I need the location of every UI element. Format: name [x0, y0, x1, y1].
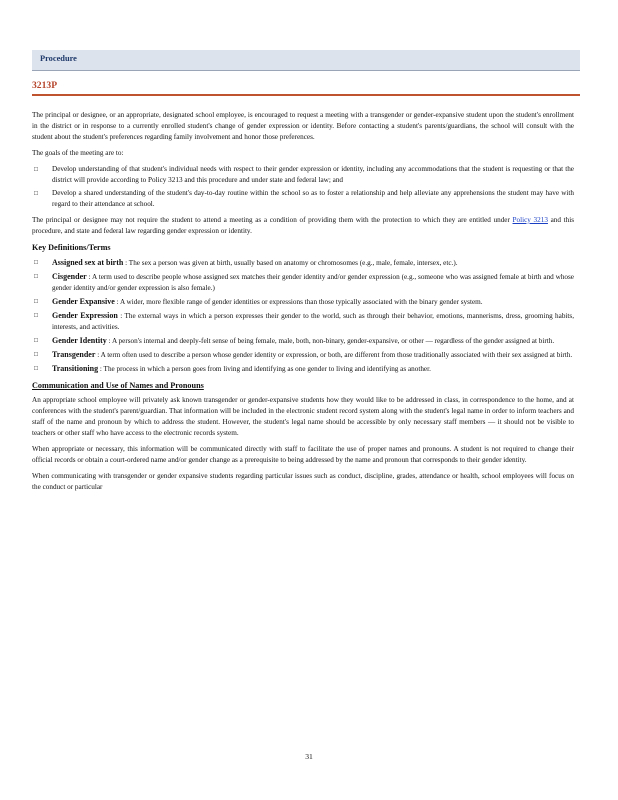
obligation-paragraph: The principal or designee may not require the student to attend a meeting as a condition of providing them with the protection to which they are entitled under Policy 3213 and this procedure, and state and federal law regarding gender expression or identity. [32, 216, 574, 235]
header-divider [32, 94, 580, 96]
page-number: 31 [305, 752, 313, 761]
definition-item: □ Transitioning : The process in which a person goes from living and identifying as one gender to living and identifying as another. [34, 364, 431, 373]
bullet-icon: □ [34, 351, 38, 358]
definition-item: □ Assigned sex at birth : The sex a person was given at birth, usually based on anatomy or chromosomes (e.g., male, female, intersex, etc.). [34, 258, 458, 267]
definition-item: □ Gender Expression : The external ways in which a person expresses their gender to the world, such as through their behavior, emotions, mannerisms, dress, grooming habits, interests, and activities. [34, 311, 574, 331]
communication-paragraph-3: When communicating with transgender or gender expansive students regarding particular issues such as conduct, discipline, grades, attendance or health, school employees will focus on the conduct or particular [32, 472, 574, 491]
definition-item: □ Gender Expansive : A wider, more flexible range of gender identities or expressions than those typically associated with the binary gender system. [34, 297, 483, 306]
definition-item: □ Cisgender : A term used to describe people whose assigned sex matches their gender identity and/or gender expression (e.g., someone who was assigned female at birth and whose gender identity and/or gender expression is also female.) [34, 272, 574, 292]
intro-paragraph: The principal or designee, or an appropriate, designated school employee, is encouraged to request a meeting with a transgender or gender-expansive student upon the student's enrollment in the district or in response to a currently enrolled student's change of gender expression or identity. Before contacting a student's parents/guardians, the school will consult with the student about the student's preferences regarding family involvement and honor those preferences. [32, 111, 574, 141]
policy-link[interactable]: Policy 3213 [512, 216, 548, 224]
bullet-icon: □ [34, 166, 38, 173]
definition-term: Gender Expression [52, 311, 118, 320]
communication-paragraph-2: When appropriate or necessary, this information will be communicated directly with staff to facilitate the use of proper names and pronouns. A student is not required to change their official records or obtain a court-ordered name and/or gender change as a prerequisite to being addressed by the name and pronoun that corresponds to their gender identity. [32, 445, 574, 464]
list-item: □ Develop understanding of that student's individual needs with respect to their gender expression or identity, including any accommodations that the student is requesting or that the district will provide according to Policy 3213 and this procedure and under state and federal law; and [34, 165, 574, 184]
definition-item: □ Transgender : A term often used to describe a person whose gender identity or expression, or both, are different from those traditionally associated with their sex assigned at birth. [34, 350, 573, 359]
definition-term: Assigned sex at birth [52, 258, 124, 267]
definitions-list [32, 257, 574, 375]
communication-paragraph-1: An appropriate school employee will privately ask known transgender or gender-expansive students how they would like to be addressed in class, in correspondence to the home, and at conferences with the student's parent/guardian. That information will be included in the electronic student record system along with the student's legal name in order to inform teachers and staff of the name and pronoun by which to address the student. However, the student's legal name should be accessible by only necessary staff members — it should not be visible to teachers or other staff who have access to the electronic records system. [32, 396, 574, 437]
goals-intro: The goals of the meeting are to: [32, 149, 124, 157]
bullet-icon: □ [34, 365, 38, 372]
bullet-icon: □ [34, 273, 38, 280]
communication-heading: Communication and Use of Names and Pronouns [32, 381, 204, 390]
section-header-title: Procedure [40, 54, 77, 63]
list-item: □ Develop a shared understanding of the student's day-to-day routine within the school so as to foster a relationship and help alleviate any apprehensions the student may have with regard to their attendance at school. [34, 189, 574, 208]
section-header-bar [32, 50, 580, 71]
bullet-icon: □ [34, 190, 38, 197]
definition-item: □ Gender Identity : A person's internal and deeply-felt sense of being female, male, both, non-binary, gender-expansive, or other — regardless of the gender assigned at birth. [34, 336, 555, 345]
definition-term: Cisgender [52, 272, 87, 281]
definition-term: Gender Identity [52, 336, 107, 345]
definitions-heading: Key Definitions/Terms [32, 243, 111, 252]
definition-term: Transgender [52, 350, 96, 359]
bullet-icon: □ [34, 312, 38, 319]
definition-term: Transitioning [52, 364, 99, 373]
bullet-icon: □ [34, 298, 38, 305]
bullet-icon: □ [34, 337, 38, 344]
definition-term: Gender Expansive [52, 297, 115, 306]
body-content [32, 110, 574, 498]
bullet-icon: □ [34, 259, 38, 266]
goals-list [32, 164, 574, 210]
procedure-code: 3213P [32, 80, 58, 91]
